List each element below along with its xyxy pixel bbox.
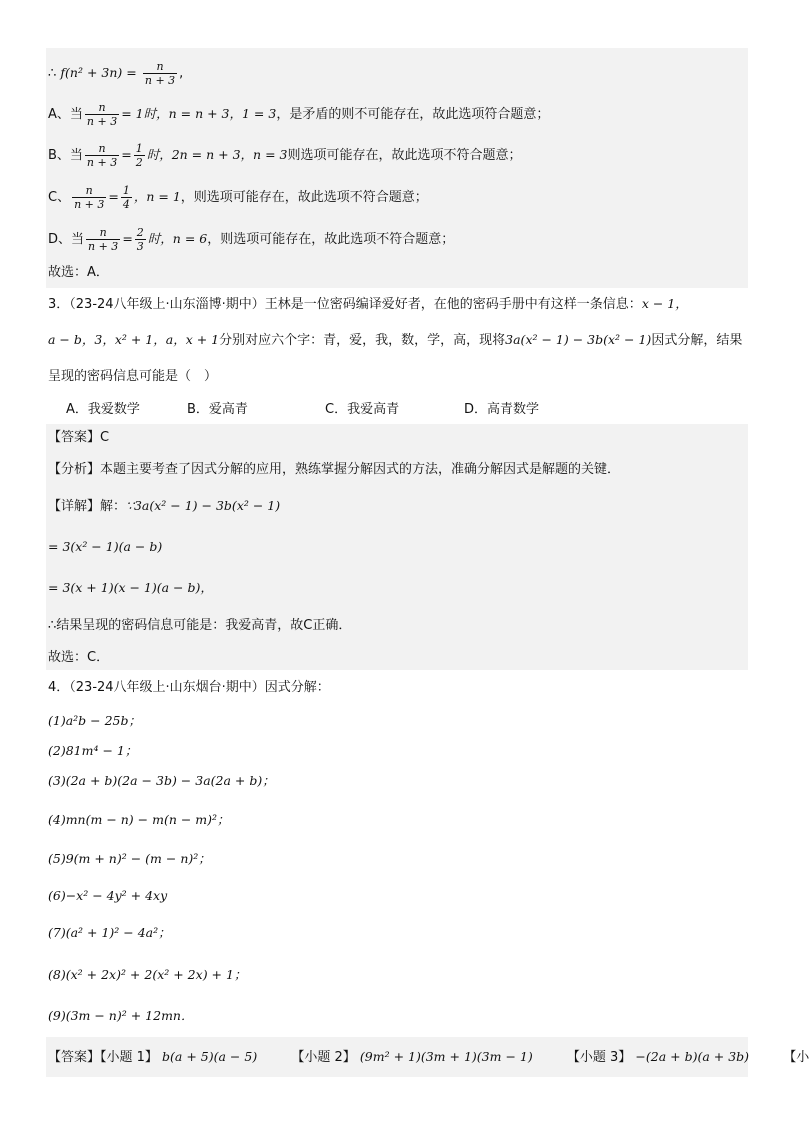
option-c: C．我爱高青 [325, 402, 400, 417]
analysis-3: 【分析】本题主要考查了因式分解的应用，熟练掌握分解因式的方法，准确分解因式是解题的关键． [48, 462, 621, 477]
q4-item-7: (7)(a² + 1)² − 4a²； [48, 925, 171, 940]
q4-item-9: (9)(3m − n)² + 12mn． [48, 1008, 194, 1023]
option-d-line: D、当 $\frac{n}{n + 3}$ = $\frac{2}{3}$ 时，n = 6，则选项可能存在，故此选项不符合题意； [48, 226, 455, 253]
option-c-line: C、 $\frac{n}{n + 3}$ = $\frac{1}{4}$ ，n = 1，则选项可能存在，故此选项不符合题意； [48, 184, 428, 211]
result-3: ∴结果呈现的密码信息可能是：我爱高青，故C正确． [48, 618, 352, 633]
question-3-line-1: 3．（23-24八年级上·山东淄博·期中）王林是一位密码编译爱好者，在他的密码手册中有这样一条信息：x − 1， [48, 296, 688, 312]
detail-3: 【详解】解：∵3a(x² − 1) − 3b(x² − 1) [48, 498, 281, 514]
q4-item-4: (4)mn(m − n) − m(n − m)²； [48, 812, 230, 827]
fraction: $\frac{n}{n + 3}$ [144, 60, 176, 87]
q4-item-5: (5)9(m + n)² − (m − n)²； [48, 851, 211, 866]
question-3-line-3: 呈现的密码信息可能是（ ） [48, 369, 218, 384]
option-b: B．爱高青 [187, 402, 248, 417]
fraction: $\frac{1}{2}$ [135, 142, 143, 169]
option-a: A．我爱数学 [66, 402, 140, 417]
question-3-line-2: a − b，3，x² + 1，a，x + 1分别对应六个字：青，爱，我，数，学，高，现将3a(x² − 1) − 3b(x² − 1)因式分解，结果 [48, 332, 743, 348]
answer-3: 【答案】C [48, 430, 110, 445]
option-b-line: B、当 $\frac{n}{n + 3}$ = $\frac{1}{2}$ 时，2n = n + 3，n = 3则选项可能存在，故此选项不符合题意； [48, 142, 522, 169]
conclusion-1: 故选：A． [48, 265, 109, 280]
step-2: = 3(x + 1)(x − 1)(a − b)， [48, 580, 213, 595]
fraction: $\frac{n}{n + 3}$ [74, 184, 105, 211]
fraction: $\frac{n}{n + 3}$ [86, 101, 118, 128]
fraction: $\frac{n}{n + 3}$ [86, 142, 118, 169]
step-1: = 3(x² − 1)(a − b) [48, 539, 163, 554]
q4-item-8: (8)(x² + 2x)² + 2(x² + 2x) + 1； [48, 967, 247, 982]
option-d: D．高青数学 [464, 402, 540, 417]
q4-item-3: (3)(2a + b)(2a − 3b) − 3a(2a + b)； [48, 773, 275, 788]
conclusion-3: 故选：C． [48, 650, 110, 665]
q4-item-2: (2)81m⁴ − 1； [48, 743, 138, 758]
answer-4-line: 【答案】【小题 1】 b(a + 5)(a − 5) 【小题 2】 (9m² + 1)(3m + 1)(3m − 1) 【小题 3】 −(2a + b)(a + 3b) 【小 [48, 1049, 809, 1065]
q4-item-6: (6)−x² − 4y² + 4xy [48, 888, 168, 903]
option-a-line: A、当 $\frac{n}{n + 3}$ = 1时，n = n + 3，1 = 3，是矛盾的则不可能存在，故此选项符合题意； [48, 101, 550, 128]
intro-line: ∴ f(n² + 3n) = $\frac{n}{n + 3}$ , [48, 60, 184, 87]
fraction: $\frac{1}{4}$ [122, 184, 130, 211]
fraction: $\frac{n}{n + 3}$ [88, 226, 119, 253]
fraction: $\frac{2}{3}$ [136, 226, 144, 253]
question-4-title: 4．（23-24八年级上·山东烟台·期中）因式分解： [48, 680, 330, 695]
q4-item-1: (1)a²b − 25b； [48, 713, 141, 728]
